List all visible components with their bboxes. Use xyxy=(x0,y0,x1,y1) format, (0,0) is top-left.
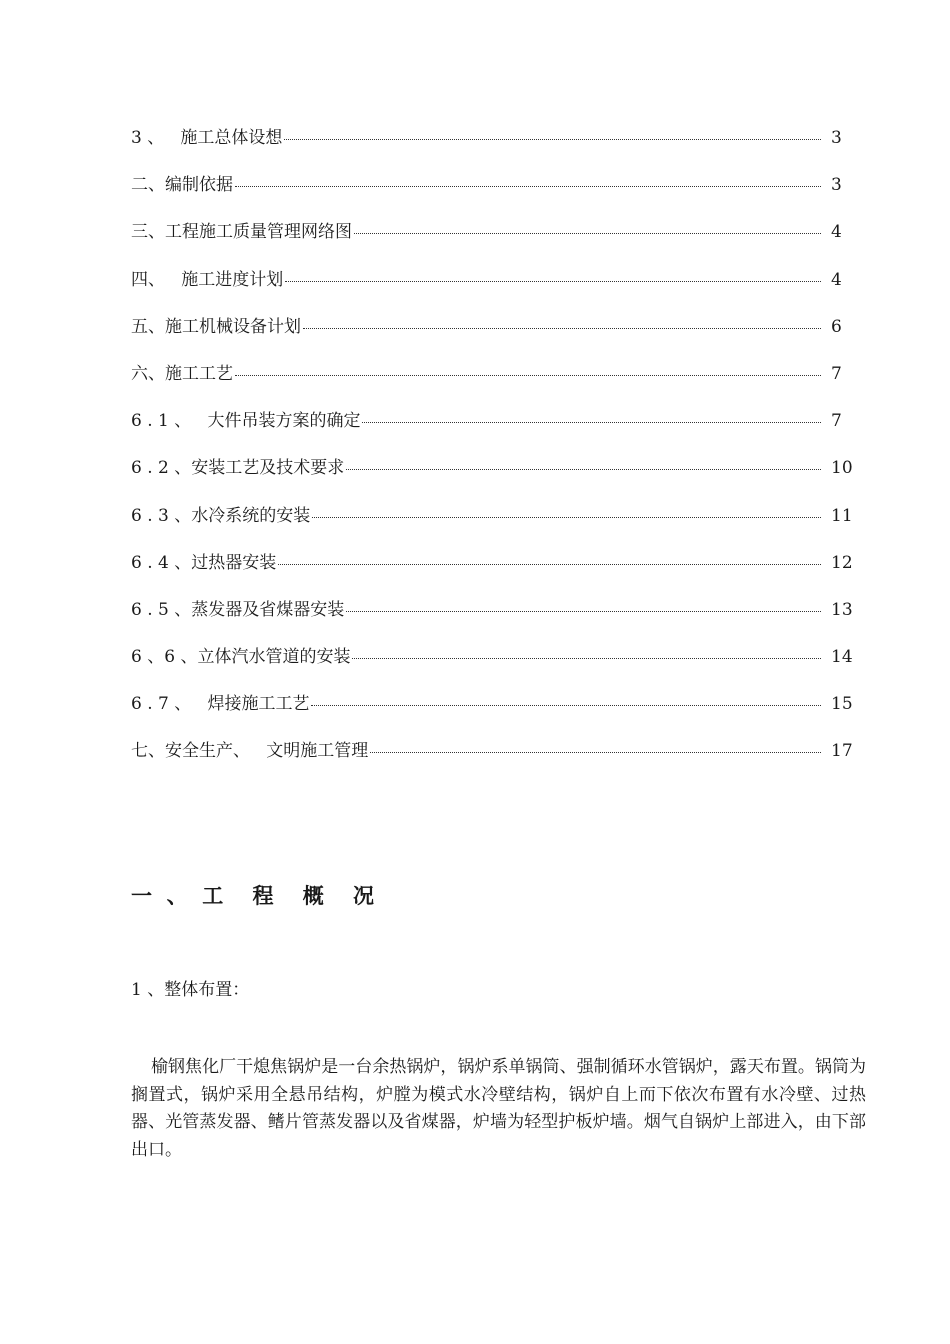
toc-entry[interactable] xyxy=(131,266,861,313)
toc-entry-label: 6 . 5 、蒸发器及省煤器安装 xyxy=(131,599,345,620)
table-of-contents xyxy=(131,124,861,785)
toc-entry-page: 7 xyxy=(831,363,842,384)
subsection-heading: 1 、整体布置： xyxy=(131,980,250,1000)
toc-entry-label: 6 . 1 、 大件吊装方案的确定 xyxy=(131,411,361,432)
toc-dot-leader xyxy=(278,563,821,565)
toc-entry-label: 6 . 4 、过热器安装 xyxy=(131,552,277,573)
toc-entry[interactable] xyxy=(131,454,861,501)
toc-dot-leader xyxy=(303,327,821,329)
toc-entry-page: 3 xyxy=(831,175,842,196)
toc-entry-page: 17 xyxy=(831,741,853,762)
toc-entry-page: 4 xyxy=(831,269,842,290)
toc-entry-label: 二、编制依据 xyxy=(131,175,233,196)
toc-dot-leader xyxy=(370,751,821,753)
toc-entry-page: 4 xyxy=(831,222,842,243)
toc-entry-label: 3 、 施工总体设想 xyxy=(131,128,283,148)
toc-entry[interactable] xyxy=(131,737,861,784)
toc-entry[interactable] xyxy=(131,171,861,218)
toc-entry[interactable] xyxy=(131,549,861,596)
toc-entry[interactable] xyxy=(131,313,861,360)
toc-entry-label: 6 . 2 、安装工艺及技术要求 xyxy=(131,458,345,479)
toc-dot-leader xyxy=(362,421,821,423)
toc-entry-page: 12 xyxy=(831,552,853,573)
toc-entry[interactable] xyxy=(131,124,861,171)
toc-entry-page: 13 xyxy=(831,599,853,620)
toc-entry-label: 四、 施工进度计划 xyxy=(131,269,284,290)
toc-entry[interactable] xyxy=(131,690,861,737)
toc-entry[interactable] xyxy=(131,360,861,407)
toc-entry-label: 三、工程施工质量管理网络图 xyxy=(131,222,352,243)
toc-entry[interactable] xyxy=(131,407,861,454)
toc-entry-page: 11 xyxy=(831,505,853,526)
toc-entry-label: 七、安全生产、 文明施工管理 xyxy=(131,741,369,762)
toc-dot-leader xyxy=(235,374,821,376)
toc-dot-leader xyxy=(354,232,821,234)
toc-entry[interactable] xyxy=(131,596,861,643)
toc-entry-label: 六、施工工艺 xyxy=(131,363,233,384)
toc-dot-leader xyxy=(346,610,821,612)
toc-dot-leader xyxy=(285,280,821,282)
section-heading: 一 、 工 程 概 况 xyxy=(131,884,374,908)
toc-entry-page: 7 xyxy=(831,411,842,432)
toc-entry-label: 6 . 3 、水冷系统的安装 xyxy=(131,505,311,526)
toc-dot-leader xyxy=(346,468,821,470)
body-paragraph: 榆钢焦化厂干熄焦锅炉是一台余热锅炉，锅炉系单锅筒、强制循环水管锅炉，露天布置。锅筒为搁置式，锅炉采用全悬吊结构，炉膛为模式水冷壁结构，锅炉自上而下依次布置有水冷壁、过热器、光管蒸发器、鳍片管蒸发器以及省煤器，炉墙为轻型护板炉墙。烟气自锅炉上部进入，由下部出口。 xyxy=(131,1057,866,1160)
toc-entry-page: 10 xyxy=(831,458,853,479)
toc-entry[interactable] xyxy=(131,643,861,690)
toc-dot-leader xyxy=(312,516,821,518)
toc-entry[interactable] xyxy=(131,502,861,549)
toc-dot-leader xyxy=(235,185,821,187)
toc-dot-leader xyxy=(311,704,821,706)
toc-entry-label: 6 、6 、立体汽水管道的安装 xyxy=(131,647,351,668)
toc-entry-label: 五、施工机械设备计划 xyxy=(131,316,301,337)
toc-entry-page: 6 xyxy=(831,316,842,337)
toc-entry[interactable] xyxy=(131,218,861,265)
toc-entry-page: 15 xyxy=(831,694,853,715)
toc-entry-page: 3 xyxy=(831,128,842,148)
toc-entry-label: 6 . 7 、 焊接施工工艺 xyxy=(131,694,310,715)
toc-dot-leader xyxy=(284,138,821,140)
toc-entry-page: 14 xyxy=(831,647,853,668)
toc-dot-leader xyxy=(352,657,821,659)
